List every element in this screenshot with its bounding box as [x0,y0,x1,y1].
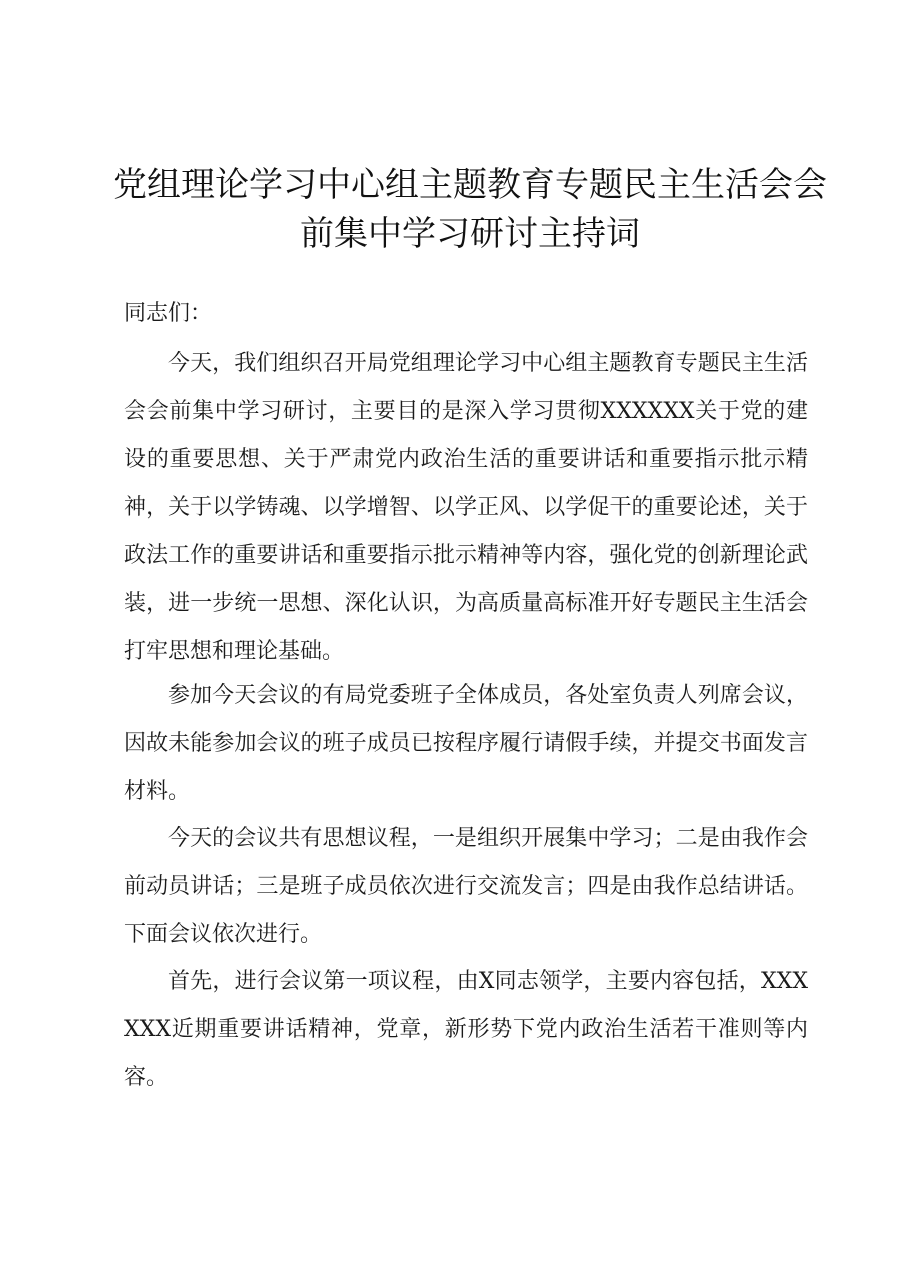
paragraph-1 [124,340,808,676]
paragraph-text: 今天，我们组织召开局党组理论学习中心组主题教育专题民主生活会会前集中学习研讨，主要目的是深入学习贯彻XXXXXX关于党的建设的重要思想、关于严肃党内政治生活的重要讲话和重要指示批示精神，关于以学铸魂、以学增智、以学正风、以学促干的重要论述，关于政法工作的重要讲话和重要指示批示精神等内容，强化党的创新理论武装，进一步统一思想、深化认识，为高质量高标准开好专题民主生活会打牢思想和理论基础。 [124,351,808,664]
paragraph-text: 今天的会议共有思想议程，一是组织开展集中学习；二是由我作会前动员讲话；三是班子成员依次进行交流发言；四是由我作总结讲话。下面会议依次进行。 [124,826,808,947]
paragraph-4 [124,958,808,1102]
paragraph-text: 参加今天会议的有局党委班子全体成员，各处室负责人列席会议，因故未能参加会议的班子成员已按程序履行请假手续，并提交书面发言材料。 [124,683,808,804]
document-title-line-2: 前集中学习研讨主持词 [300,214,640,254]
salutation: 同志们： [124,301,213,326]
paragraph-text: 首先，进行会议第一项议程，由X同志领学，主要内容包括，XXXXXX近期重要讲话精神，党章，新形势下党内政治生活若干准则等内容。 [124,969,808,1090]
paragraph-3 [124,815,808,959]
document-title-line-1: 党组理论学习中心组主题教育专题民主生活会会 [113,165,827,205]
paragraph-2 [124,672,808,816]
